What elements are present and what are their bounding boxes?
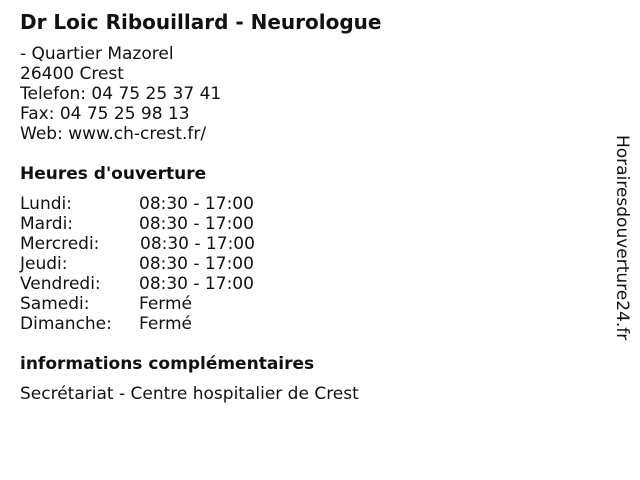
phone-number: Telefon: 04 75 25 37 41 [20, 84, 222, 104]
hours-value: Fermé [139, 294, 193, 314]
day-label: Mardi: [20, 214, 74, 234]
city-address: 26400 Crest [20, 64, 124, 84]
page-title: Dr Loic Ribouillard - Neurologue [20, 10, 382, 34]
day-label: Lundi: [20, 194, 72, 214]
hours-row-wednesday [20, 234, 280, 254]
site-brand-label: Horairesdouverture24.fr [612, 135, 632, 341]
hours-row-tuesday [20, 214, 280, 234]
opening-hours-table [20, 194, 280, 334]
hours-value: 08:30 - 17:00 [139, 194, 254, 214]
website: Web: www.ch-crest.fr/ [20, 124, 207, 144]
additional-info-text: Secrétariat - Centre hospitalier de Crest [20, 384, 359, 404]
additional-info-heading: informations complémentaires [20, 354, 315, 374]
day-label: Samedi: [20, 294, 90, 314]
fax-number: Fax: 04 75 25 98 13 [20, 104, 190, 124]
address-block [20, 44, 221, 144]
hours-value: 08:30 - 17:00 [139, 214, 254, 234]
hours-row-friday [20, 274, 280, 294]
hours-value: 08:30 - 17:00 [140, 234, 255, 254]
day-label: Vendredi: [20, 274, 101, 294]
opening-hours-heading: Heures d'ouverture [20, 164, 207, 184]
hours-row-saturday [20, 294, 280, 314]
day-label: Dimanche: [20, 314, 112, 334]
hours-row-thursday [20, 254, 280, 274]
hours-value: 08:30 - 17:00 [139, 254, 254, 274]
day-label: Jeudi: [20, 254, 68, 274]
day-label: Mercredi: [20, 234, 100, 254]
hours-value: Fermé [139, 314, 193, 334]
street-address: - Quartier Mazorel [20, 44, 174, 64]
hours-value: 08:30 - 17:00 [139, 274, 254, 294]
hours-row-sunday [20, 314, 280, 334]
hours-row-monday [20, 194, 280, 214]
